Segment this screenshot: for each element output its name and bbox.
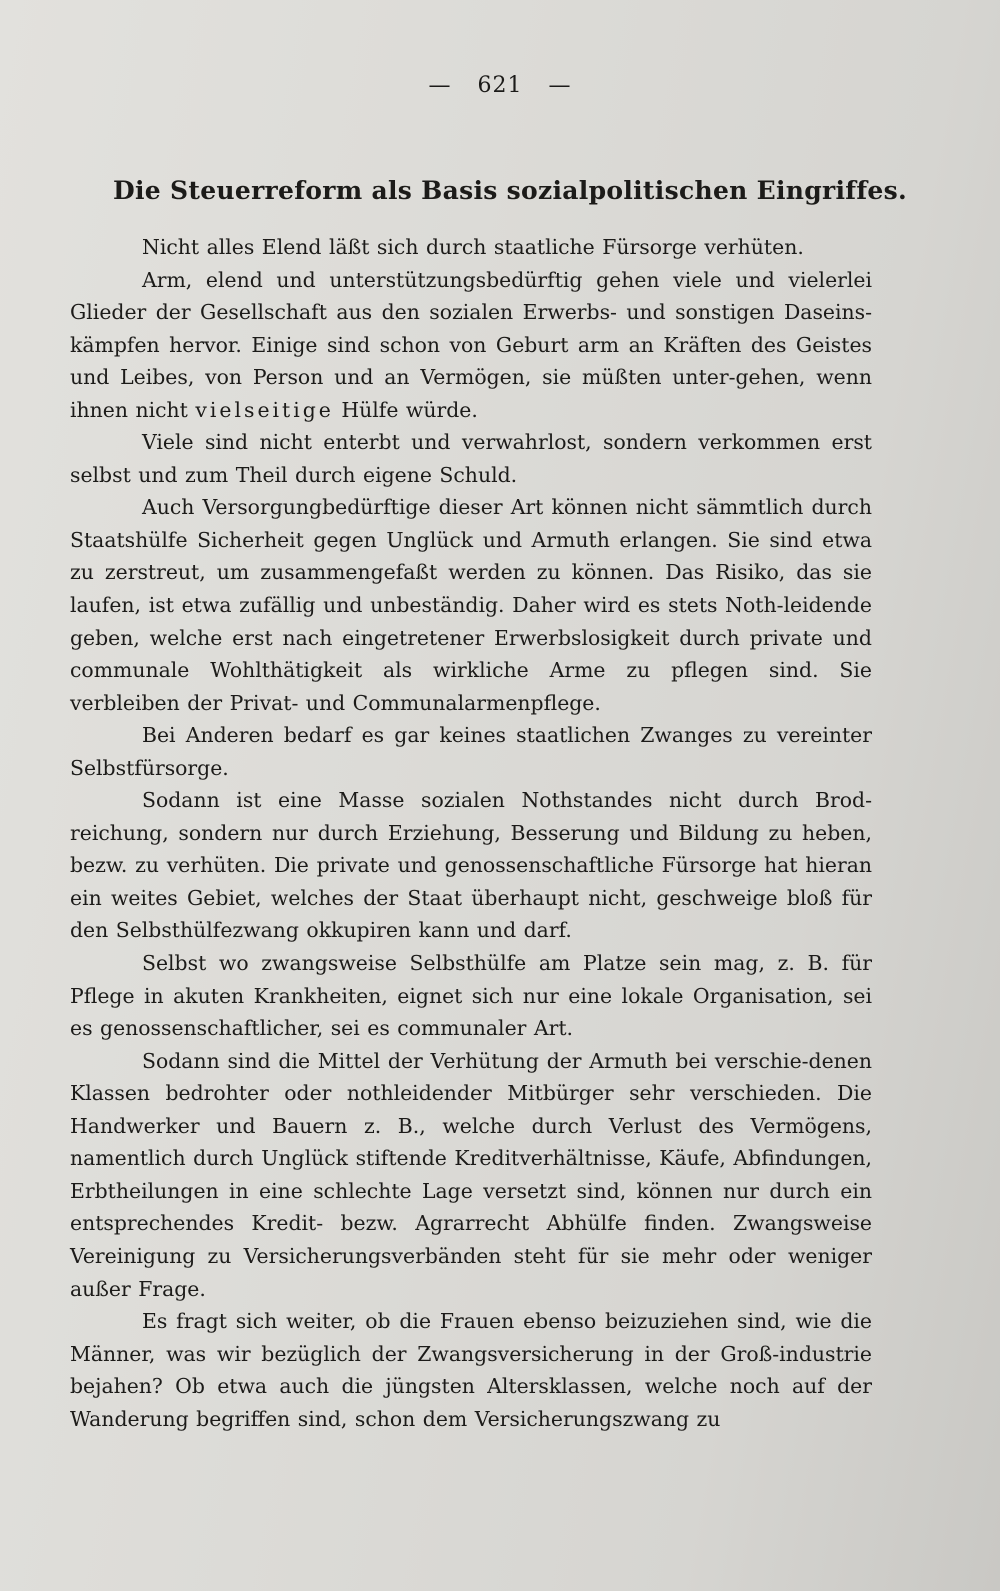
emphasized-word: vielseitige bbox=[195, 397, 334, 422]
paragraph: Auch Versorgungbedürftige dieser Art können nicht sämmtlich durch Staatshülfe Sicherheit gegen Unglück und Armuth erlangen. Sie sind etwa zu zerstreut, um zusammengefaßt werden zu können. Das Risiko, das sie laufen, ist etwa zufällig und unbeständig. Daher wird es stets Noth-leidende geben, welche erst nach eingetretener Erwerbslosigkeit durch private und communale Wohlthätigkeit als wirkliche Arme zu pflegen sind. Sie verbleiben der Privat- und Communalarmenpflege. bbox=[70, 495, 872, 715]
body-text bbox=[70, 231, 872, 1435]
paragraph: Nicht alles Elend läßt sich durch staatliche Fürsorge verhüten. bbox=[142, 235, 804, 259]
paragraph: Es fragt sich weiter, ob die Frauen ebenso beizuziehen sind, wie die Männer, was wir bezüglich der Zwangsversicherung in der Groß-industrie bejahen? Ob etwa auch die jüngsten Altersklassen, welche noch auf der Wanderung begriffen sind, schon dem Versicherungszwang zu bbox=[70, 1309, 872, 1431]
page-number: 621 bbox=[477, 73, 523, 98]
paragraph: Viele sind nicht enterbt und verwahrlost, sondern verkommen erst selbst und zum Theil durch eigene Schuld. bbox=[70, 430, 872, 487]
chapter-title: Die Steuerreform als Basis sozialpolitischen Eingriffes. bbox=[113, 176, 907, 205]
paragraph: Selbst wo zwangsweise Selbsthülfe am Platze sein mag, z. B. für Pflege in akuten Krankheiten, eignet sich nur eine lokale Organisation, sei es genossenschaftlicher, sei es communaler Art. bbox=[70, 951, 872, 1041]
page-number-line bbox=[0, 73, 1000, 98]
left-dash: — bbox=[428, 73, 452, 98]
paragraph bbox=[70, 264, 872, 427]
paragraph: Bei Anderen bedarf es gar keines staatlichen Zwanges zu vereinter Selbstfürsorge. bbox=[70, 723, 872, 780]
paragraph: Sodann ist eine Masse sozialen Nothstandes nicht durch Brod-reichung, sondern nur durch Erziehung, Besserung und Bildung zu heben, bezw. zu verhüten. Die private und genossenschaftliche Fürsorge hat hieran ein weites Gebiet, welches der Staat überhaupt nicht, geschweige bloß für den Selbsthülfezwang okkupiren kann und darf. bbox=[70, 788, 872, 943]
right-dash: — bbox=[548, 73, 572, 98]
paragraph-text: Hülfe würde. bbox=[333, 397, 478, 422]
paragraph: Sodann sind die Mittel der Verhütung der Armuth bei verschie-denen Klassen bedrohter oder nothleidender Mitbürger sehr verschieden. Die Handwerker und Bauern z. B., welche durch Verlust des Vermögens, namentlich durch Unglück stiftende Kreditverhältnisse, Käufe, Abfindungen, Erbtheilungen in eine schlechte Lage versetzt sind, können nur durch ein entsprechendes Kredit- bezw. Agrarrecht Abhülfe finden. Zwangsweise Vereinigung zu Versicherungsverbänden steht für sie mehr oder weniger außer Frage. bbox=[70, 1048, 872, 1301]
paragraph-text: Arm, elend und unterstützungsbedürftig gehen viele und vielerlei Glieder der Gesellschaft aus den sozialen Erwerbs- und sonstigen Daseins-kämpfen hervor. Einige sind schon von Geburt arm an Kräften des Geistes und Leibes, von Person und an Vermögen, sie müßten unter-gehen, wenn ihnen nicht bbox=[70, 267, 872, 422]
